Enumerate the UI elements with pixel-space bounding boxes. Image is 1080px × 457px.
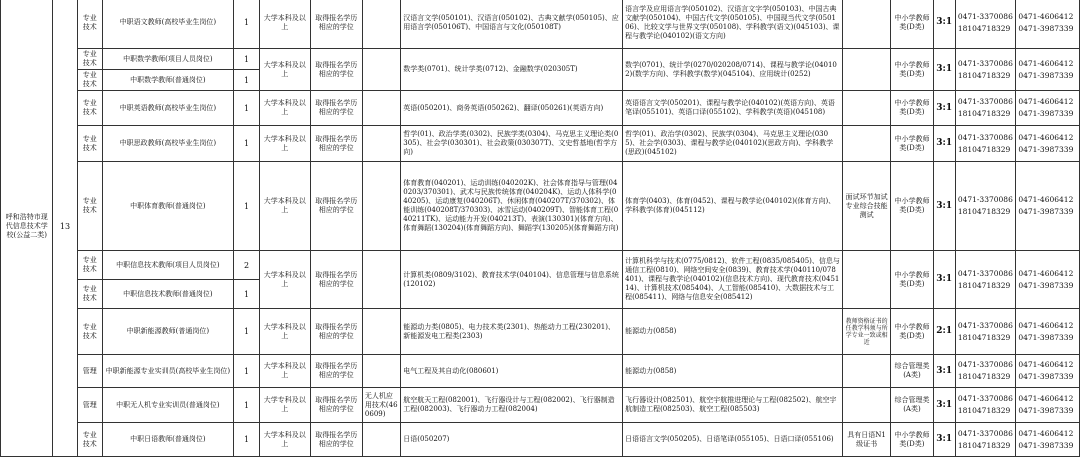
ratio: 3:1: [933, 251, 955, 309]
phone-2: 0471-4606412 0471-3987339: [1016, 126, 1080, 162]
school-code: 13: [53, 0, 77, 457]
phone-1: 0471-3370086 18104718329: [955, 355, 1016, 388]
phone-2: 0471-4606412 0471-3987339: [1016, 91, 1080, 126]
spec-zhuanke: [362, 91, 400, 126]
phone-2: 0471-4606412 0471-3987339: [1016, 309, 1080, 355]
exam-subject: 中小学教师类(D类): [891, 251, 933, 309]
phone-1: 0471-3370086 18104718329: [955, 388, 1016, 423]
spec-zhuanke: [362, 162, 400, 251]
degree: 大学本科及以上: [260, 309, 310, 355]
position-type: 管理: [77, 388, 102, 423]
phone-1: 0471-3370086 18104718329: [955, 423, 1016, 457]
qualification: 取得报名学历相应的学位: [310, 0, 362, 49]
ratio: 3:1: [933, 388, 955, 423]
qualification: 取得报名学历相应的学位: [310, 388, 362, 423]
spec-benke: 能源动力类(0805)、电力技术类(2301)、热能动力工程(230201)、新能源发电工程类(2303): [401, 309, 623, 355]
position-name: 中职思政教师(高校毕业生岗位): [102, 126, 233, 162]
spec-yanjiusheng: 哲学(01)、政治学(0302)、民族学(0304)、马克思主义理论(0305)、社会学(0303)、课程与教学论(040102)(思政方向)、学科教学(思政)(045102): [623, 126, 843, 162]
spec-benke: 日语(050207): [401, 423, 623, 457]
position-name: 中职英语教师(高校毕业生岗位): [102, 91, 233, 126]
phone-2: 0471-4606412 0471-3987339: [1016, 0, 1080, 49]
spec-zhuanke: [362, 309, 400, 355]
phone-1: 0471-3370086 18104718329: [955, 162, 1016, 251]
spec-yanjiusheng: 能源动力(0858): [623, 355, 843, 388]
degree: 大学本科及以上: [260, 251, 310, 309]
other-conditions: [842, 49, 890, 91]
spec-benke: 汉语言文学(050101)、汉语言(050102)、古典文献学(050105)、应用语言学(050106T)、中国语言与文化(050108T): [401, 0, 623, 49]
position-type: 专业技术: [77, 70, 102, 91]
spec-benke: 体育教育(040201)、运动训练(040202K)、社会体育指导与管理(040203/370301)、武术与民族传统体育(040204K)、运动人体科学(040205)、运动康复(040206T)、休闲体育(040207T/370302)、体能训练(040208T/370303)、冰雪运动(040209T)、智能体育工程(040211TK)、运动能力开发(040213T)、表演(130301)(体育方向)、体育舞蹈(130204)(体育舞蹈方向)、舞蹈学(130205)(体育舞蹈方向): [401, 162, 623, 251]
school-name: 呼和浩特市现代信息技术学校(公益二类): [1, 0, 53, 457]
qualification: 取得报名学历相应的学位: [310, 126, 362, 162]
spec-benke: 电气工程及其自动化(080601): [401, 355, 623, 388]
table-row: [1, 162, 1080, 251]
headcount: 1: [233, 162, 259, 251]
phone-1: 0471-3370086 18104718329: [955, 309, 1016, 355]
phone-2: 0471-4606412 0471-3987339: [1016, 355, 1080, 388]
phone-2: 0471-4606412 0471-3987339: [1016, 49, 1080, 91]
ratio: 3:1: [933, 355, 955, 388]
spec-yanjiusheng: 数学(0701)、统计学(0270/020208/0714)、课程与教学论(040102)(数学方向)、学科教学(数学)(045104)、应用统计(0252): [623, 49, 843, 91]
table-row: [1, 126, 1080, 162]
other-conditions: [842, 355, 890, 388]
position-name: 中职信息技术教师(普通岗位): [102, 280, 233, 309]
spec-zhuanke: 无人机应用技术(460609): [362, 388, 400, 423]
headcount: 1: [233, 280, 259, 309]
exam-subject: 中小学教师类(D类): [891, 49, 933, 91]
other-conditions: [842, 0, 890, 49]
position-type: 专业技术: [77, 251, 102, 280]
qualification: 取得报名学历相应的学位: [310, 251, 362, 309]
exam-subject: 综合管理类(A类): [891, 355, 933, 388]
spec-benke: 数学类(0701)、统计学类(0712)、金融数学(020305T): [401, 49, 623, 91]
spec-zhuanke: [362, 126, 400, 162]
exam-subject: 中小学教师类(D类): [891, 162, 933, 251]
position-name: 中职日语教师(普通岗位): [102, 423, 233, 457]
position-name: 中职无人机专业实训员(普通岗位): [102, 388, 233, 423]
spec-zhuanke: [362, 251, 400, 309]
degree: 大学专科及以上: [260, 388, 310, 423]
headcount: 1: [233, 355, 259, 388]
spec-zhuanke: [362, 355, 400, 388]
phone-1: 0471-3370086 18104718329: [955, 91, 1016, 126]
phone-2: 0471-4606412 0471-3987339: [1016, 162, 1080, 251]
position-name: 中职语文教师(高校毕业生岗位): [102, 0, 233, 49]
qualification: 取得报名学历相应的学位: [310, 309, 362, 355]
exam-subject: 中小学教师类(D类): [891, 423, 933, 457]
ratio: 2:1: [933, 309, 955, 355]
qualification: 取得报名学历相应的学位: [310, 162, 362, 251]
spec-yanjiusheng: 体育学(0403)、体育(0452)、课程与教学论(040102)(体育方向)、学科教学(体育)(045112): [623, 162, 843, 251]
spec-benke: 航空航天工程(082001)、飞行器设计与工程(082002)、飞行器制造工程(082003)、飞行器动力工程(082004): [401, 388, 623, 423]
headcount: 2: [233, 251, 259, 280]
position-name: 中职数学教师(项目人员岗位): [102, 49, 233, 70]
phone-1: 0471-3370086 18104718329: [955, 49, 1016, 91]
other-conditions: 面试环节加试专业综合技能测试: [842, 162, 890, 251]
table-row: [1, 251, 1080, 280]
spec-zhuanke: [362, 49, 400, 91]
position-type: 专业技术: [77, 309, 102, 355]
degree: 大学本科及以上: [260, 162, 310, 251]
position-type: 专业技术: [77, 162, 102, 251]
spec-yanjiusheng: 日语语言文学(050205)、日语笔译(055105)、日语口译(055106): [623, 423, 843, 457]
ratio: 3:1: [933, 126, 955, 162]
spec-zhuanke: [362, 423, 400, 457]
headcount: 1: [233, 49, 259, 70]
exam-subject: 综合管理类(A类): [891, 388, 933, 423]
position-name: 中职数学教师(普通岗位): [102, 70, 233, 91]
degree: 大学本科及以上: [260, 0, 310, 49]
spec-yanjiusheng: 英语语言文学(050201)、课程与教学论(040102)(英语方向)、英语笔译(055101)、英语口译(055102)、学科教学(英语)(045108): [623, 91, 843, 126]
other-conditions: [842, 126, 890, 162]
degree: 大学本科及以上: [260, 91, 310, 126]
other-conditions: 具有日语N1级证书: [842, 423, 890, 457]
position-name: 中职信息技术教师(项目人员岗位): [102, 251, 233, 280]
other-conditions: [842, 251, 890, 309]
other-conditions: [842, 91, 890, 126]
table-row: [1, 355, 1080, 388]
position-type: 管理: [77, 355, 102, 388]
headcount: 1: [233, 309, 259, 355]
spec-yanjiusheng: 计算机科学与技术(0775/0812)、软件工程(0835/085405)、信息与通信工程(0810)、网络空间安全(0839)、教育技术学(040110/078401)、课程与教学论(040102)(信息技术方向)、现代教育技术(045114)、计算机技术(085404)、人工智能(085410)、大数据技术与工程(085411)、网络与信息安全(085412): [623, 251, 843, 309]
position-type: 专业技术: [77, 280, 102, 309]
qualification: 取得报名学历相应的学位: [310, 91, 362, 126]
position-name: 中职新能源教师(普通岗位): [102, 309, 233, 355]
table-row: [1, 91, 1080, 126]
spec-benke: 计算机类(0809/3102)、教育技术学(040104)、信息管理与信息系统(120102): [401, 251, 623, 309]
exam-subject: 中小学教师类(D类): [891, 309, 933, 355]
position-name: 中职新能源专业实训员(高校毕业生岗位): [102, 355, 233, 388]
table-row: [1, 0, 1080, 49]
spec-yanjiusheng: 飞行器设计(082501)、航空宇航推进理论与工程(082502)、航空宇航制造工程(082503)、航空工程(085503): [623, 388, 843, 423]
phone-2: 0471-4606412 0471-3987339: [1016, 388, 1080, 423]
phone-1: 0471-3370086 18104718329: [955, 126, 1016, 162]
position-name: 中职体育教师(普通岗位): [102, 162, 233, 251]
ratio: 3:1: [933, 162, 955, 251]
phone-2: 0471-4606412 0471-3987339: [1016, 251, 1080, 309]
qualification: 取得报名学历相应的学位: [310, 49, 362, 91]
exam-subject: 中小学教师类(D类): [891, 126, 933, 162]
ratio: 3:1: [933, 91, 955, 126]
other-conditions: [842, 388, 890, 423]
degree: 大学本科及以上: [260, 49, 310, 91]
position-type: 专业技术: [77, 126, 102, 162]
ratio: 3:1: [933, 49, 955, 91]
ratio: 3:1: [933, 423, 955, 457]
qualification: 取得报名学历相应的学位: [310, 423, 362, 457]
degree: 大学本科及以上: [260, 126, 310, 162]
headcount: 1: [233, 91, 259, 126]
table-row: [1, 309, 1080, 355]
spec-benke: 哲学(01)、政治学类(0302)、民族学类(0304)、马克思主义理论类(0305)、社会学(030301)、社会政策(030307T)、文史哲基地(哲学方向): [401, 126, 623, 162]
position-type: 专业技术: [77, 423, 102, 457]
qualification: 取得报名学历相应的学位: [310, 355, 362, 388]
table-row: [1, 49, 1080, 70]
phone-2: 0471-4606412 0471-3987339: [1016, 423, 1080, 457]
degree: 大学本科及以上: [260, 355, 310, 388]
table-row: [1, 388, 1080, 423]
spec-yanjiusheng: 语言学及应用语言学(050102)、汉语言文字学(050103)、中国古典文献学(050104)、中国古代文学(050105)、中国现当代文学(050106)、比较文学与世界文学(050108)、学科教学(语文)(045103)、课程与教学论(040102)(语文方向): [623, 0, 843, 49]
exam-subject: 中小学教师类(D类): [891, 91, 933, 126]
headcount: 1: [233, 388, 259, 423]
position-type: 专业技术: [77, 91, 102, 126]
degree: 大学本科及以上: [260, 423, 310, 457]
phone-1: 0471-3370086 18104718329: [955, 251, 1016, 309]
position-type: 专业技术: [77, 49, 102, 70]
phone-1: 0471-3370086 18104718329: [955, 0, 1016, 49]
exam-subject: 中小学教师类(D类): [891, 0, 933, 49]
headcount: 1: [233, 70, 259, 91]
headcount: 1: [233, 126, 259, 162]
ratio: 3:1: [933, 0, 955, 49]
spec-yanjiusheng: 能源动力(0858): [623, 309, 843, 355]
headcount: 1: [233, 423, 259, 457]
other-conditions: 教师资格证书的任教学科须与所学专业一致或相近: [842, 309, 890, 355]
table-row: [1, 423, 1080, 457]
spec-benke: 英语(050201)、商务英语(050262)、翻译(050261)(英语方向): [401, 91, 623, 126]
spec-zhuanke: [362, 0, 400, 49]
headcount: 1: [233, 0, 259, 49]
position-type: 专业技术: [77, 0, 102, 49]
